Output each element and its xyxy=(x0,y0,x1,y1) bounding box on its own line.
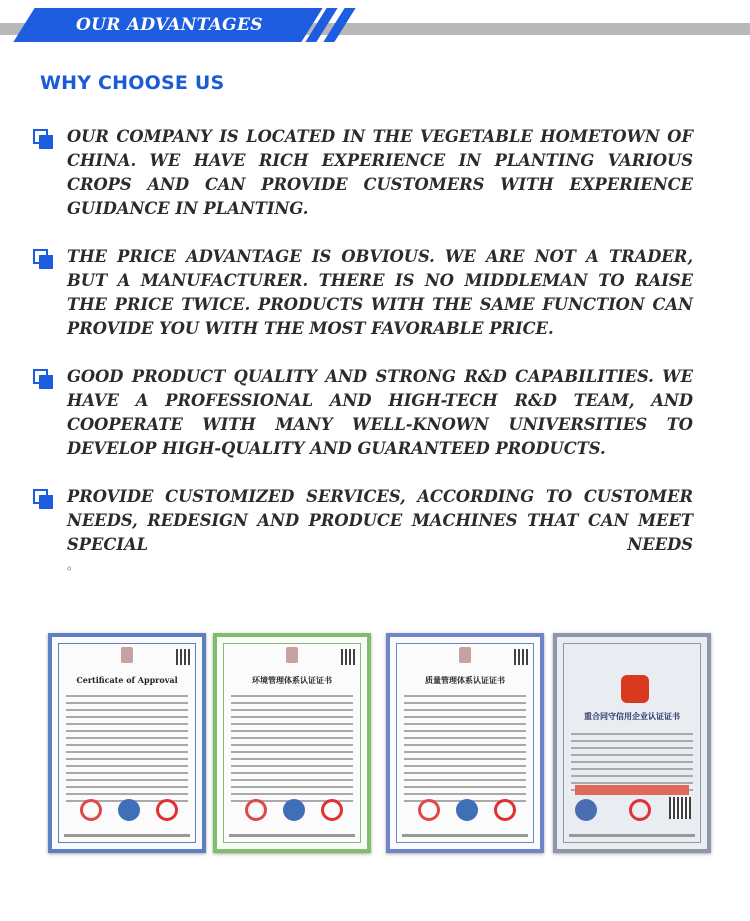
certificate-4 xyxy=(553,633,711,853)
certificate-seal-icon xyxy=(459,647,471,663)
advantage-text: OUR COMPANY IS LOCATED IN THE VEGETABLE HOMETOWN OF CHINA. WE HAVE RICH EXPERIENCE IN PLANTING VARIOUS CROPS AND CAN PROVIDE CUSTOMERS WITH EXPERIENCE GUIDANCE IN PLANTING. xyxy=(67,127,693,218)
advantage-item-3 xyxy=(33,365,693,461)
certificate-body-lines xyxy=(231,695,353,807)
advantage-item-4 xyxy=(33,485,693,573)
qr-code-icon xyxy=(176,649,192,665)
square-bullet-icon xyxy=(33,489,53,509)
certificate-seal-icon xyxy=(121,647,133,663)
banner-title: OUR ADVANTAGES xyxy=(76,15,263,35)
iaf-logo-icon xyxy=(283,799,305,821)
square-bullet-icon xyxy=(33,129,53,149)
qr-code-icon xyxy=(669,797,691,819)
certificate-title: 环境管理体系认证证书 xyxy=(252,675,332,685)
cnas-logo-icon xyxy=(245,799,267,821)
advantage-item-2 xyxy=(33,245,693,341)
certificate-body-lines xyxy=(66,695,188,807)
certificate-title: 质量管理体系认证证书 xyxy=(425,675,505,685)
red-stamp-icon xyxy=(494,799,516,821)
certificate-body-lines xyxy=(404,695,526,807)
certificate-badge-icon xyxy=(621,675,649,703)
advantage-text: PROVIDE CUSTOMIZED SERVICES, ACCORDING TO CUSTOMER NEEDS, REDESIGN AND PRODUCE MACHINES THAT CAN MEET SPECIAL NEEDS xyxy=(67,487,693,554)
certificate-3 xyxy=(386,633,544,853)
advantage-text: THE PRICE ADVANTAGE IS OBVIOUS. WE ARE NOT A TRADER, BUT A MANUFACTURER. THERE IS NO MIDDLEMAN TO RAISE THE PRICE TWICE. PRODUCTS WITH THE SAME FUNCTION CAN PROVIDE YOU WITH THE MOST FAVORABLE PRICE. xyxy=(67,247,693,338)
advantage-text: GOOD PRODUCT QUALITY AND STRONG R&D CAPABILITIES. WE HAVE A PROFESSIONAL AND HIGH-TECH R&D TEAM, AND COOPERATE WITH MANY WELL-KNOWN UNIVERSITIES TO DEVELOP HIGH-QUALITY AND GUARANTEED PRODUCTS. xyxy=(67,367,693,458)
section-title: WHY CHOOSE US xyxy=(40,72,225,94)
certificate-1 xyxy=(48,633,206,853)
certificate-2 xyxy=(213,633,371,853)
certificate-seal-icon xyxy=(286,647,298,663)
certificate-title: 重合同守信用企业认证证书 xyxy=(584,711,680,721)
square-bullet-icon xyxy=(33,369,53,389)
cnas-logo-icon xyxy=(80,799,102,821)
certificate-title: Certificate of Approval xyxy=(76,675,178,685)
iaf-logo-icon xyxy=(456,799,478,821)
grade-banner-icon xyxy=(575,785,689,795)
iaf-logo-icon xyxy=(118,799,140,821)
red-stamp-icon xyxy=(321,799,343,821)
advantage-item-1 xyxy=(33,125,693,221)
cube-logo-icon xyxy=(575,799,597,821)
red-stamp-icon xyxy=(156,799,178,821)
advantage-trail: 。 xyxy=(67,558,80,572)
red-stamp-icon xyxy=(629,799,651,821)
qr-code-icon xyxy=(514,649,530,665)
cnas-logo-icon xyxy=(418,799,440,821)
square-bullet-icon xyxy=(33,249,53,269)
qr-code-icon xyxy=(341,649,357,665)
